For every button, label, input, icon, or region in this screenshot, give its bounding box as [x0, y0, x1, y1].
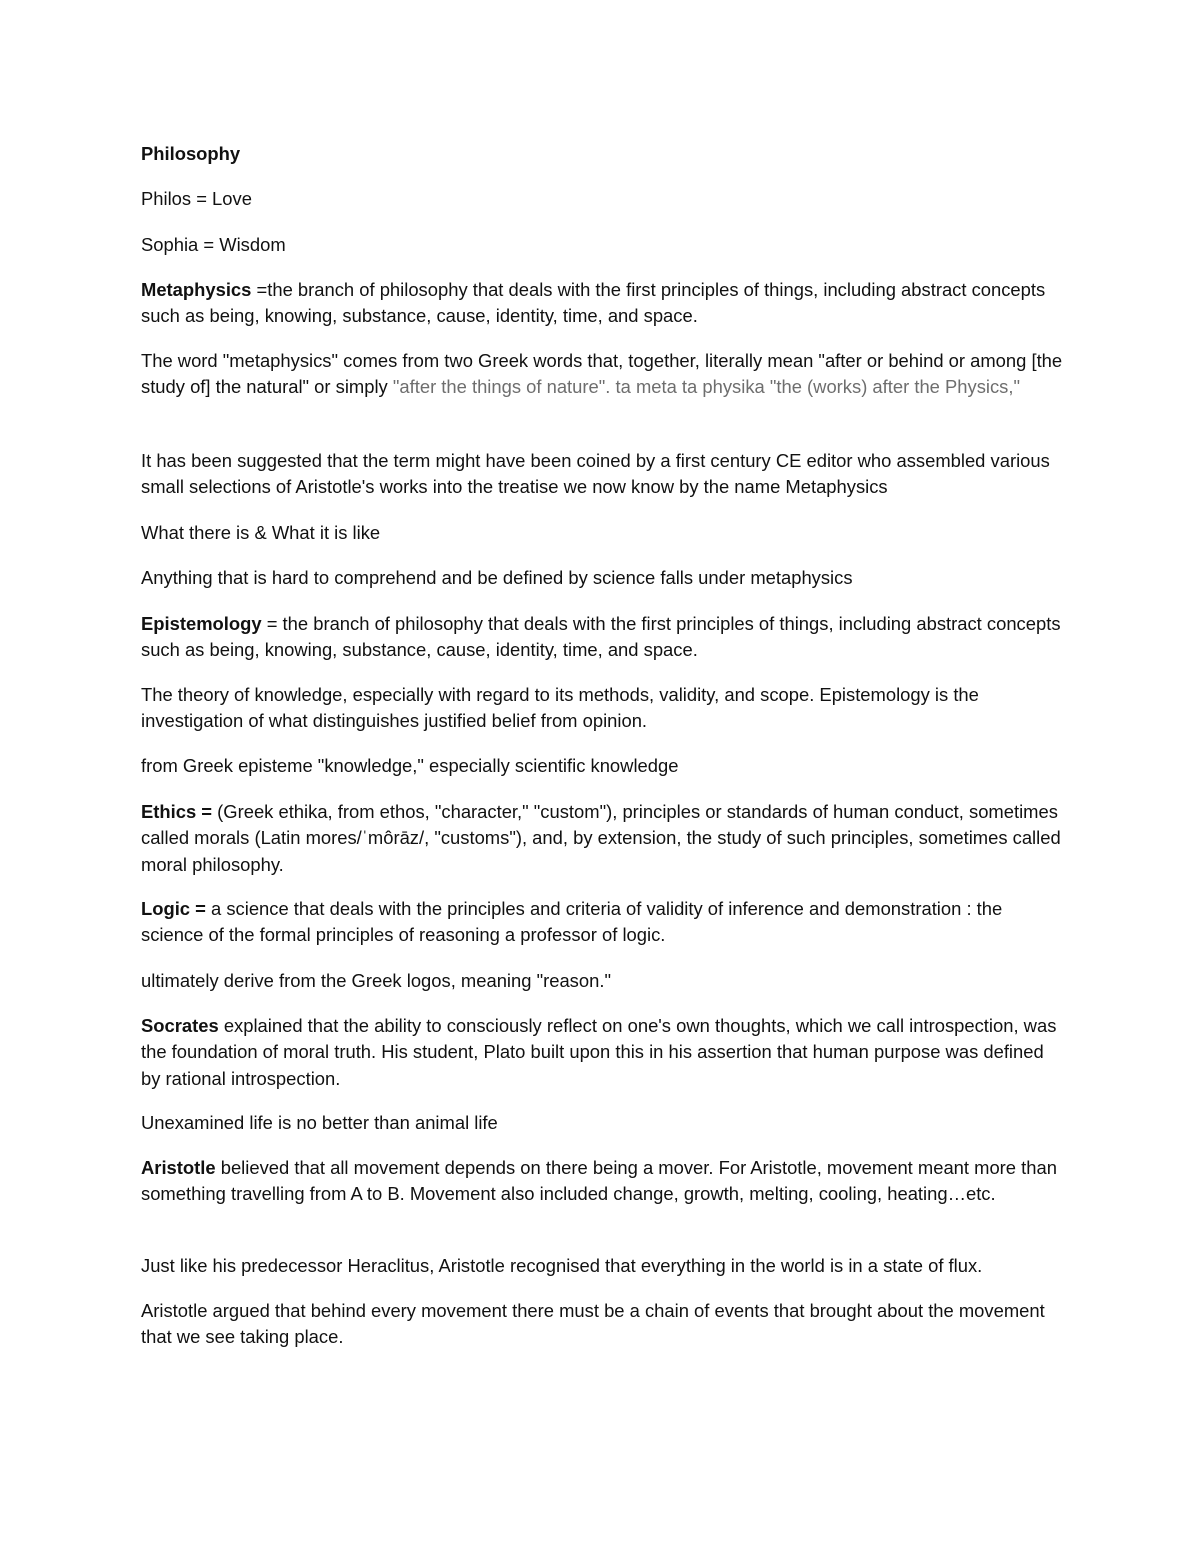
sophia-definition: Sophia = Wisdom — [141, 234, 286, 255]
logic-term: Logic = — [141, 898, 206, 919]
metaphysics-etymology-text: The word "metaphysics" comes from two Greek words that, together, literally mean "after or behind or among [the study of] the natural" or simply — [141, 350, 1063, 398]
aristotle-text: believed that all movement depends on there being a mover. For Aristotle, movement meant more than something travelling from A to B. Movement also included change, growth, melting, cooling, heating…etc. — [141, 1157, 1057, 1205]
metaphysics-etymology-quote: "after the things of nature". ta meta ta physika "the (works) after the Physics," — [392, 376, 1021, 398]
socrates-unexamined: Unexamined life is no better than animal life — [141, 1112, 498, 1133]
ethics-definition: (Greek ethika, from ethos, "character," "custom"), principles or standards of human conduct, sometimes called morals (Latin mores/ˈmôrāz/, "customs"), and, by extension, the study of such principles, sometimes called moral philosophy. — [141, 801, 1061, 875]
logic-definition: a science that deals with the principles and criteria of validity of inference and demonstration : the science of the formal principles of reasoning a professor of logic. — [141, 898, 1003, 946]
socrates-term: Socrates — [141, 1015, 219, 1036]
epistemology-greek: from Greek episteme "knowledge," especially scientific knowledge — [141, 755, 679, 776]
epistemology-term: Epistemology — [141, 613, 262, 634]
aristotle-paragraph — [141, 1155, 1066, 1208]
epistemology-paragraph — [141, 611, 1066, 664]
ethics-paragraph — [141, 799, 1066, 878]
epistemology-definition: = the branch of philosophy that deals with the first principles of things, including abstract concepts such as being, knowing, substance, cause, identity, time, and space. — [141, 613, 1061, 661]
aristotle-flux: Just like his predecessor Heraclitus, Aristotle recognised that everything in the world is in a state of flux. — [141, 1255, 983, 1276]
metaphysics-anything: Anything that is hard to comprehend and be defined by science falls under metaphysics — [141, 567, 853, 588]
aristotle-term: Aristotle — [141, 1157, 216, 1178]
metaphysics-paragraph — [141, 277, 1066, 330]
logic-paragraph — [141, 896, 1066, 949]
metaphysics-etymology — [141, 348, 1066, 401]
logic-derive: ultimately derive from the Greek logos, meaning "reason." — [141, 970, 611, 991]
metaphysics-term: Metaphysics — [141, 279, 252, 300]
metaphysics-definition: =the branch of philosophy that deals with the first principles of things, including abstract concepts such as being, knowing, substance, cause, identity, time, and space. — [141, 279, 1046, 327]
socrates-text: explained that the ability to consciously reflect on one's own thoughts, which we call introspection, was the foundation of moral truth. His student, Plato built upon this in his assertion that human purpose was defined by rational introspection. — [141, 1015, 1057, 1089]
metaphysics-what: What there is & What it is like — [141, 522, 381, 543]
socrates-paragraph — [141, 1013, 1066, 1092]
metaphysics-coined: It has been suggested that the term might have been coined by a first century CE editor who assembled various small selections of Aristotle's works into the treatise we now know by the name Metaphysics — [141, 450, 1050, 498]
ethics-term: Ethics = — [141, 801, 213, 822]
document-title: Philosophy — [141, 143, 241, 164]
philos-definition: Philos = Love — [141, 188, 252, 209]
epistemology-theory: The theory of knowledge, especially with regard to its methods, validity, and scope. Epistemology is the investigation of what distinguishes justified belief from opinion. — [141, 684, 979, 732]
aristotle-chain: Aristotle argued that behind every movement there must be a chain of events that brought about the movement that we see taking place. — [141, 1300, 1045, 1348]
